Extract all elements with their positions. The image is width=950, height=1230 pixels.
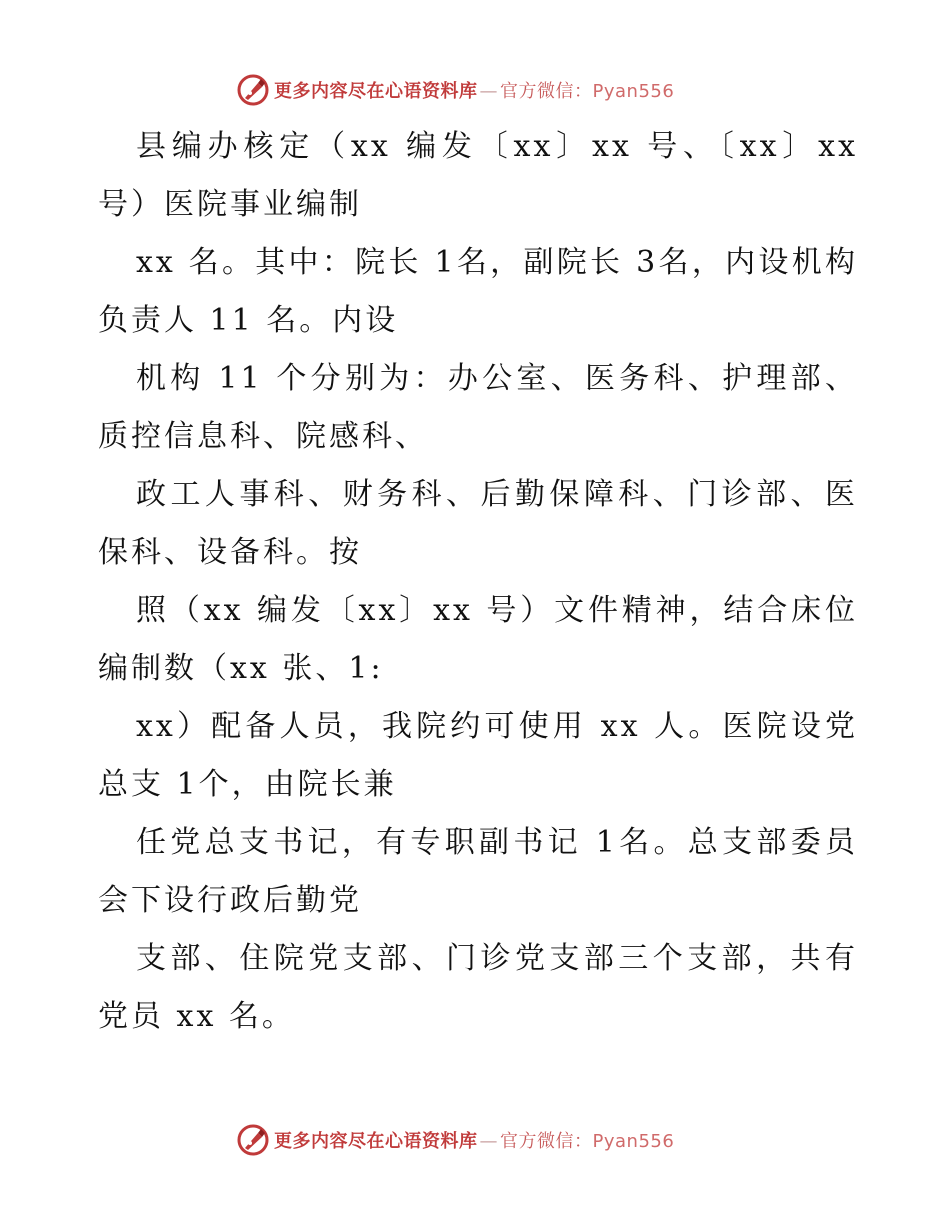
document-body <box>98 118 858 1046</box>
pen-logo-icon <box>236 73 270 107</box>
body-paragraph-7: 任党总支书记，有专职副书记 1名。总支部委员会下设行政后勤党 <box>98 825 858 918</box>
body-paragraph-5: 照（xx 编发〔xx〕xx 号）文件精神，结合床位编制数（xx 张、1: <box>98 593 858 686</box>
header-wechat-id: Pyan556 <box>592 81 675 102</box>
body-paragraph-8: 支部、住院党支部、门诊党支部三个支部，共有党员 xx 名。 <box>98 941 858 1034</box>
header-separator: — <box>479 81 498 102</box>
body-paragraph-1: 县编办核定（xx 编发〔xx〕xx 号、〔xx〕xx 号）医院事业编制 <box>98 129 858 222</box>
body-paragraph-2: xx 名。其中：院长 1名，副院长 3名，内设机构负责人 11 名。内设 <box>98 245 858 338</box>
pen-logo-icon <box>236 1123 270 1157</box>
body-paragraph-4: 政工人事科、财务科、后勤保障科、门诊部、医保科、设备科。按 <box>98 477 858 570</box>
body-paragraph-3: 机构 11 个分别为：办公室、医务科、护理部、质控信息科、院感科、 <box>98 361 858 454</box>
header-banner-text <box>274 77 674 103</box>
header-wechat-label: 官方微信： <box>500 81 593 102</box>
footer-separator: — <box>479 1131 498 1152</box>
body-paragraph-6: xx）配备人员，我院约可使用 xx 人。医院设党总支 1个，由院长兼 <box>98 709 858 802</box>
footer-wechat-id: Pyan556 <box>592 1131 675 1152</box>
footer-brand: 更多内容尽在心语资料库 <box>274 1131 478 1152</box>
footer-banner-text <box>274 1127 674 1153</box>
header-brand: 更多内容尽在心语资料库 <box>274 81 478 102</box>
footer-wechat-label: 官方微信： <box>500 1131 593 1152</box>
header-banner <box>236 72 674 108</box>
footer-banner <box>236 1122 674 1158</box>
